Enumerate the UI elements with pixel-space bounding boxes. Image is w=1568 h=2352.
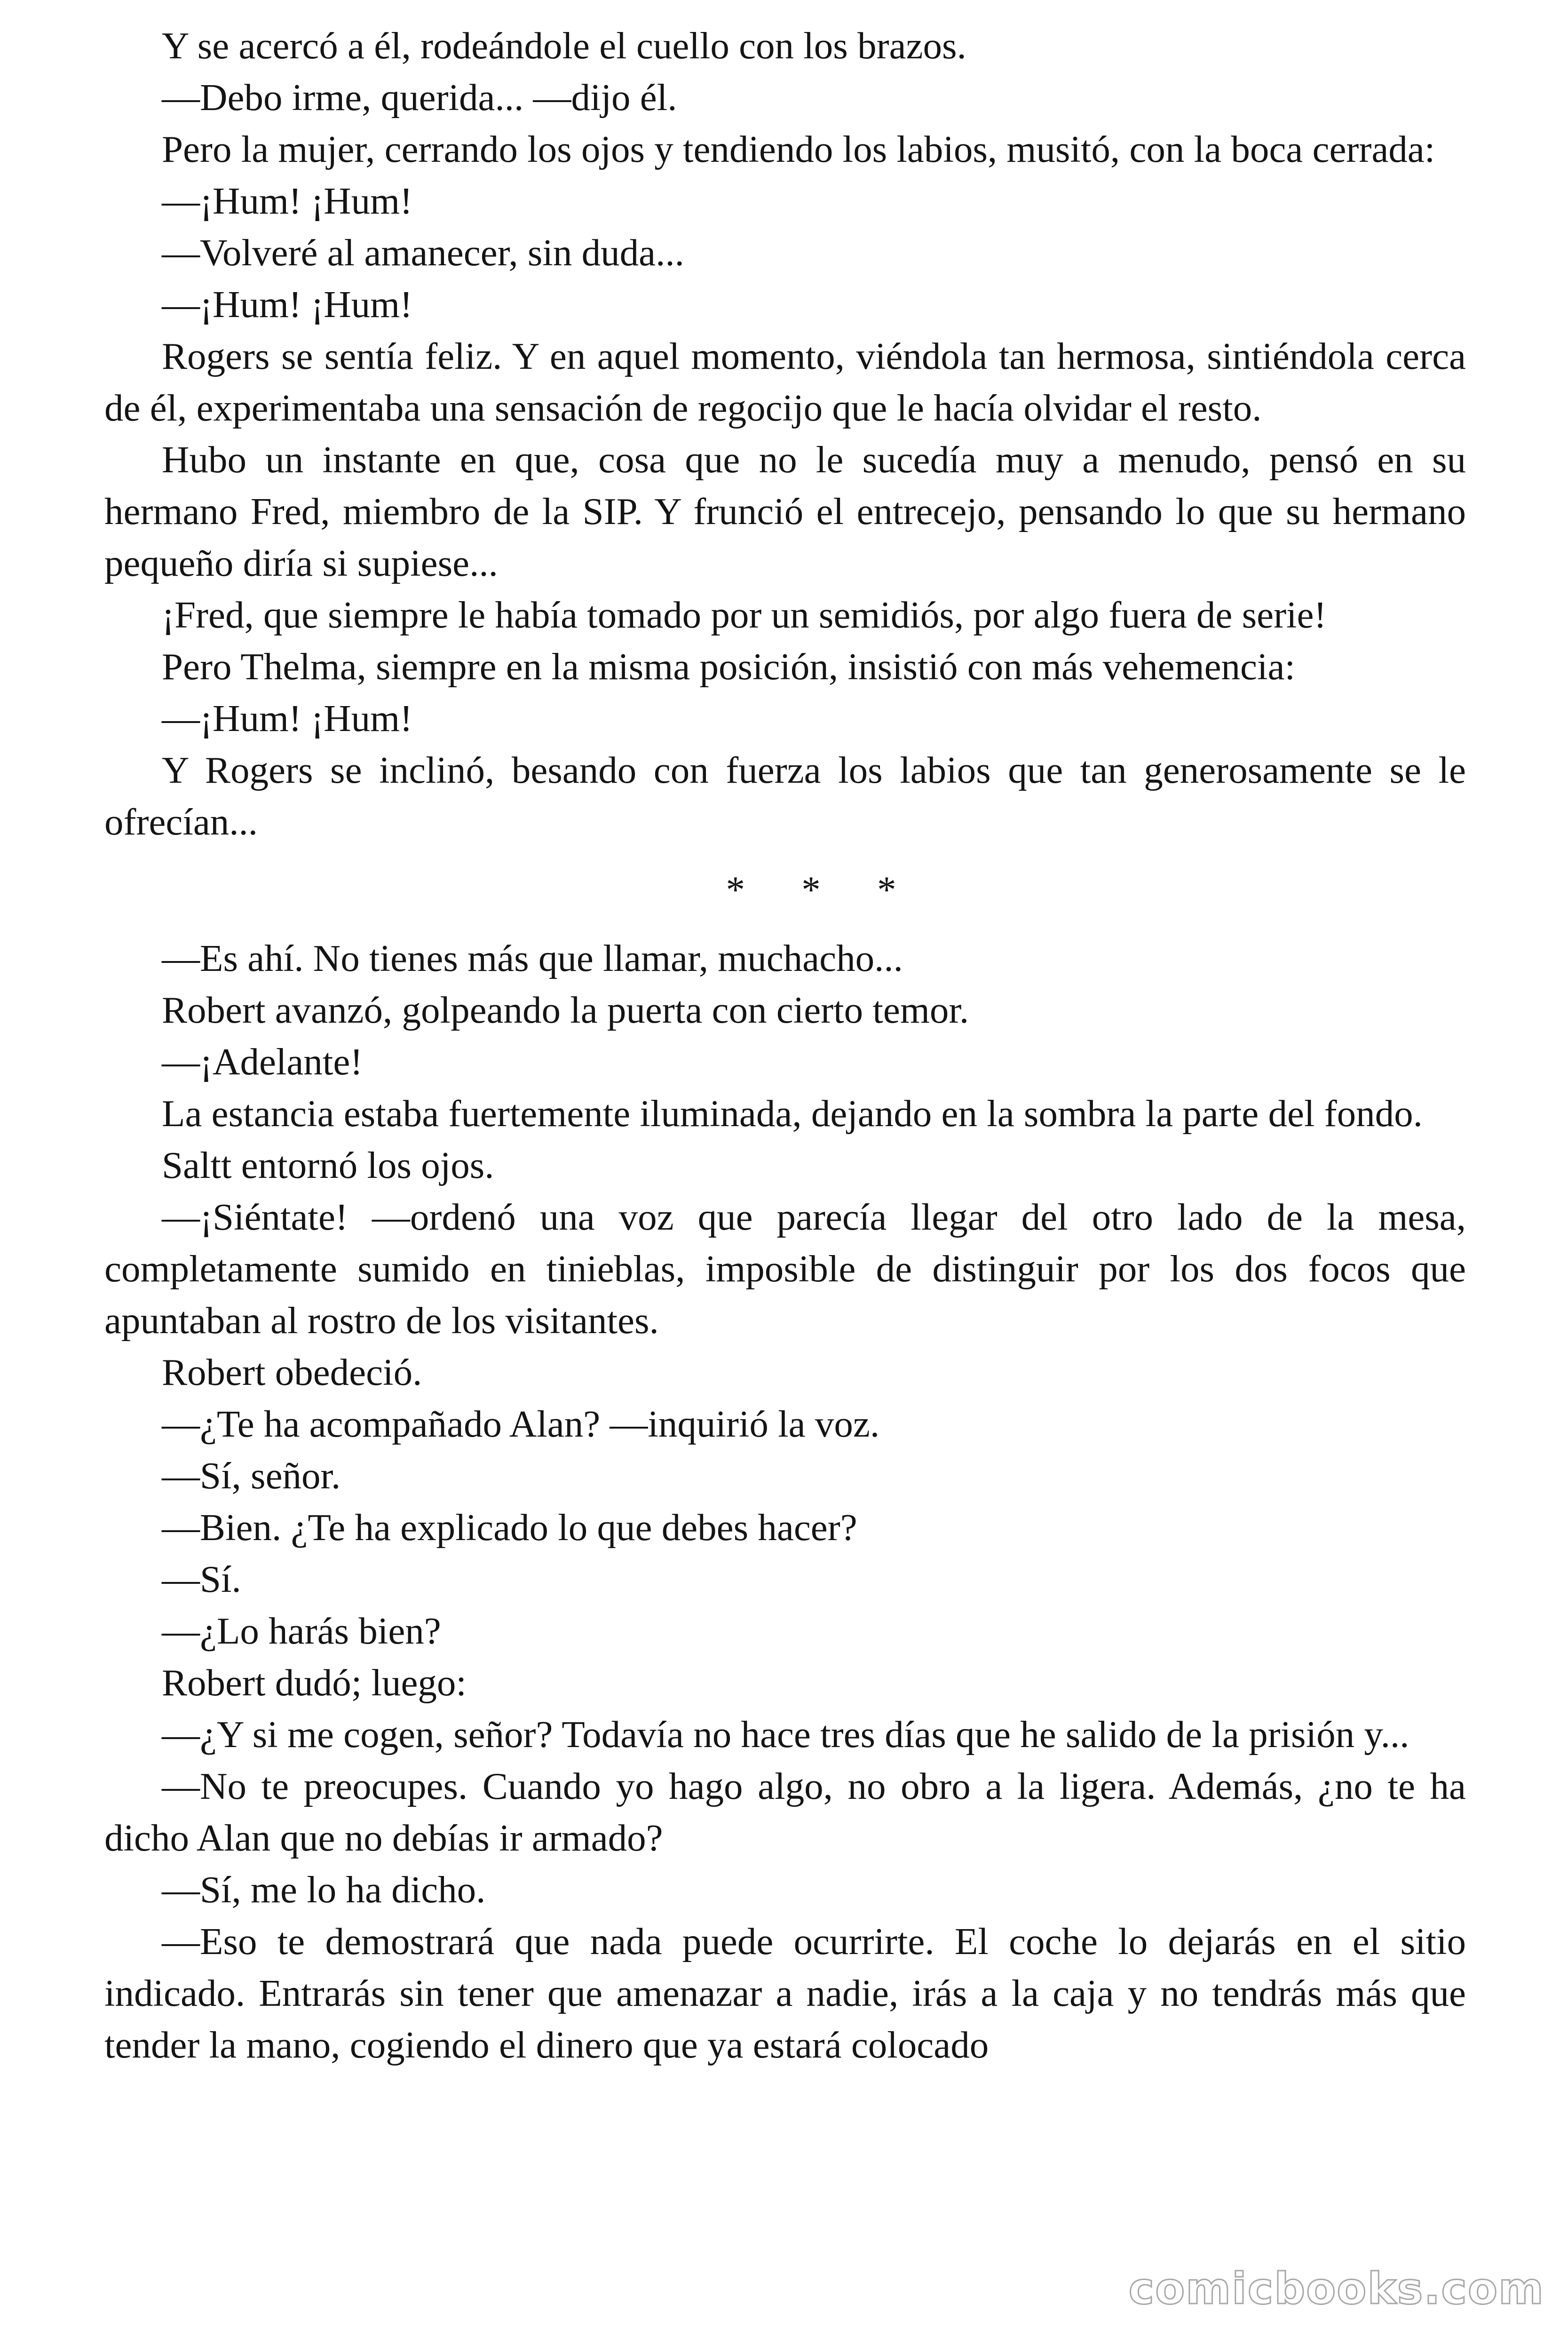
paragraph: Robert avanzó, golpeando la puerta con cierto temor. <box>162 989 969 1031</box>
paragraph: Y se acercó a él, rodeándole el cuello con los brazos. <box>162 24 966 67</box>
paragraph: —¡Hum! ¡Hum! <box>162 283 413 326</box>
paragraph: Pero la mujer, cerrando los ojos y tendiendo los labios, musitó, con la boca cerrada: <box>162 128 1435 170</box>
paragraph: —Sí, señor. <box>162 1454 341 1497</box>
watermark-logo: comicbooks.com <box>1128 2264 1544 2314</box>
paragraph: —¿Y si me cogen, señor? Todavía no hace tres días que he salido de la prisión y... <box>162 1713 1410 1756</box>
paragraph: —¡Hum! ¡Hum! <box>162 180 413 222</box>
paragraph: La estancia estaba fuertemente iluminada, dejando en la sombra la parte del fondo. <box>162 1092 1423 1135</box>
paragraph: —Sí, me lo ha dicho. <box>162 1868 486 1911</box>
paragraph: —Bien. ¿Te ha explicado lo que debes hacer? <box>162 1506 857 1549</box>
paragraph: ¡Fred, que siempre le había tomado por un semidiós, por algo fuera de serie! <box>162 594 1327 636</box>
paragraph: Rogers se sentía feliz. Y en aquel momento, viéndola tan hermosa, sintiéndola cerca de él, experimentaba una sensación de regocijo que le hacía olvidar el resto. <box>104 335 1466 429</box>
paragraph: —¡Adelante! <box>162 1041 363 1083</box>
paragraph: Hubo un instante en que, cosa que no le sucedía muy a menudo, pensó en su hermano Fred, miembro de la SIP. Y frunció el entrecejo, pensando lo que su hermano pequeño diría si supiese... <box>104 438 1466 584</box>
paragraph: —Debo irme, querida... —dijo él. <box>162 76 677 119</box>
paragraph: Y Rogers se inclinó, besando con fuerza los labios que tan generosamente se le ofrecían... <box>104 749 1466 843</box>
paragraph: —Volveré al amanecer, sin duda... <box>162 231 684 274</box>
section-separator: * * * <box>726 868 896 911</box>
paragraph: —Sí. <box>162 1558 241 1600</box>
paragraph: —¡Siéntate! —ordenó una voz que parecía llegar del otro lado de la mesa, completamente sumido en tinieblas, imposible de distinguir por los dos focos que apuntaban al rostro de los visitantes. <box>104 1196 1466 1342</box>
paragraph: Robert dudó; luego: <box>162 1661 467 1704</box>
paragraph: Robert obedeció. <box>162 1351 422 1393</box>
paragraph: —Eso te demostrará que nada puede ocurrirte. El coche lo dejarás en el sitio indicado. Entrarás sin tener que amenazar a nadie, irás a la caja y no tendrás más que tender la mano, cogiendo el dinero que ya estará colocado <box>104 1920 1466 2066</box>
paragraph: Pero Thelma, siempre en la misma posición, insistió con más vehemencia: <box>162 645 1295 688</box>
paragraph: —No te preocupes. Cuando yo hago algo, no obro a la ligera. Además, ¿no te ha dicho Alan que no debías ir armado? <box>104 1765 1466 1859</box>
paragraph: —Es ahí. No tienes más que llamar, muchacho... <box>162 937 903 979</box>
paragraph: —¡Hum! ¡Hum! <box>162 697 413 739</box>
paragraph: —¿Lo harás bien? <box>162 1610 441 1652</box>
paragraph: —¿Te ha acompañado Alan? —inquirió la voz. <box>162 1403 880 1445</box>
book-page-text <box>104 20 1466 2071</box>
paragraph: Saltt entornó los ojos. <box>162 1144 494 1186</box>
